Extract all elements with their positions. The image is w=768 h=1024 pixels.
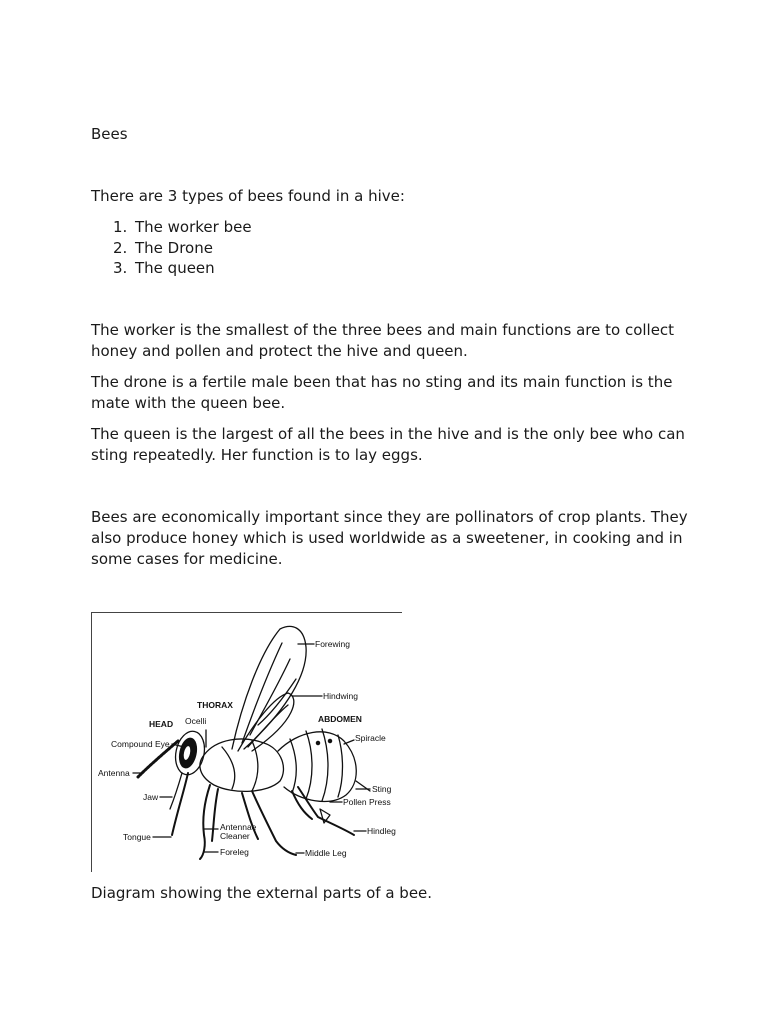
queen-paragraph: The queen is the largest of all the bees in the hive and is the only bee who can sting repeatedly. Her function is to lay eggs. <box>91 425 685 464</box>
label-abdomen: ABDOMEN <box>318 714 362 724</box>
label-antennae-cleaner-2: Cleaner <box>220 831 250 841</box>
label-hindleg: Hindleg <box>367 826 396 836</box>
bee-diagram-svg <box>92 613 402 872</box>
label-ocelli: Ocelli <box>185 716 207 726</box>
label-antenna: Antenna <box>98 768 130 778</box>
label-thorax: THORAX <box>197 700 233 710</box>
list-item <box>91 238 252 259</box>
foreleg-shape <box>200 785 210 859</box>
drone-paragraph: The drone is a fertile male been that has no sting and its main function is the mate with the queen bee. <box>91 373 673 412</box>
list-text: The Drone <box>135 238 213 257</box>
label-tongue: Tongue <box>123 832 151 842</box>
label-forewing: Forewing <box>315 639 350 649</box>
document-title: Bees <box>91 125 128 143</box>
economic-paragraph: Bees are economically important since they are pollinators of crop plants. They also produce honey which is used worldwide as a sweetener, in cooking and in some cases for medicine. <box>91 508 688 568</box>
thorax-shape <box>200 739 284 791</box>
list-text: The worker bee <box>135 218 252 236</box>
label-compound-eye: Compound Eye <box>111 739 170 749</box>
label-sting: Sting <box>372 784 392 794</box>
hindleg-shape <box>298 787 354 835</box>
list-number: 1. <box>113 218 128 236</box>
list-item <box>91 217 252 238</box>
label-middle-leg: Middle Leg <box>305 848 347 858</box>
bee-diagram <box>91 612 402 872</box>
label-hindwing: Hindwing <box>323 691 358 701</box>
list-number: 2. <box>113 238 128 257</box>
label-antennae-cleaner: Antennae <box>220 822 257 832</box>
diagram-caption: Diagram showing the external parts of a bee. <box>91 884 433 902</box>
label-pollen-press: Pollen Press <box>343 797 391 807</box>
list-item <box>91 258 252 279</box>
tongue-shape <box>172 773 188 835</box>
hindwing-shape <box>238 693 294 751</box>
middle-leg-shape <box>252 791 296 855</box>
worker-paragraph: The worker is the smallest of the three bees and main functions are to collect honey and pollen and protect the hive and queen. <box>91 321 675 360</box>
label-foreleg: Foreleg <box>220 847 249 857</box>
intro-text: There are 3 types of bees found in a hive: <box>91 187 405 205</box>
forewing-shape <box>232 626 306 749</box>
list-text: The queen <box>135 259 215 278</box>
label-jaw: Jaw <box>143 792 159 802</box>
list-number: 3. <box>113 259 128 278</box>
label-spiracle: Spiracle <box>355 733 386 743</box>
bee-types-list <box>91 217 252 279</box>
label-head: HEAD <box>149 719 174 729</box>
